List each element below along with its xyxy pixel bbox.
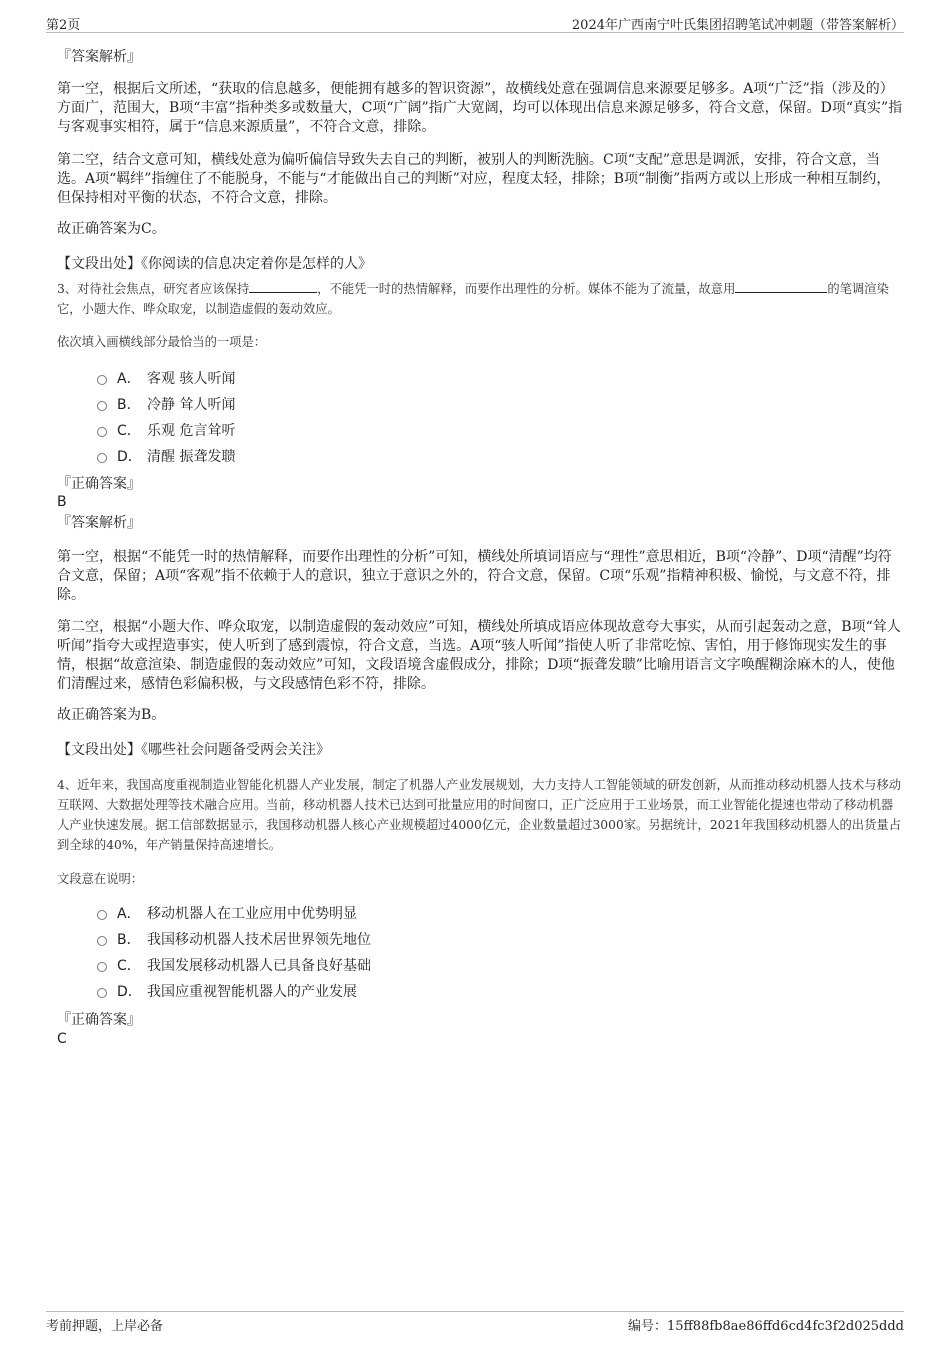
q3-analysis-label: 『答案解析』 (57, 515, 141, 531)
q3-analysis-para2: 第二空，根据“小题大作、哗众取宠，以制造虚假的轰动效应”可知，横线处所填成语应体现故意夸大事实，从而引起轰动之意，B项“耸人听闻”指夸大或捏造事实，使人听到了感到震惊，符合文意，当选。A项“骇人听闻”指使人听了非常吃惊、害怕，用于修饰现实发生的事情，根据“故意渲染、制造虚假的轰动效应”可知，文段语境含虚假成分，排除；D项“振聋发聩”比喻用语言文字唤醒糊涂麻木的人，使他们清醒过来，感情色彩偏积极，与文段感情色彩不符，排除。 (57, 619, 901, 692)
q3-blank-2 (735, 280, 827, 293)
q3-blank-1 (249, 280, 317, 293)
q4-correct-answer: C (57, 1031, 67, 1047)
document-title: 2024年广西南宁叶氏集团招聘笔试冲刺题（带答案解析） (571, 18, 904, 33)
q3-correct-answer: B (57, 494, 67, 510)
page-footer (46, 1311, 904, 1334)
q3-option-a[interactable]: A． 客观 骇人听闻 (97, 365, 235, 391)
q4-prompt: 文段意在说明： (57, 872, 144, 886)
q2-analysis-label: 『答案解析』 (57, 49, 141, 65)
q3-option-b[interactable]: B． 冷静 耸人听闻 (97, 391, 235, 417)
radio-icon[interactable] (97, 453, 107, 463)
radio-icon[interactable] (97, 962, 107, 972)
radio-icon[interactable] (97, 375, 107, 385)
q3-options (97, 365, 235, 469)
radio-icon[interactable] (97, 936, 107, 946)
footer-slogan: 考前押题，上岸必备 (46, 1319, 164, 1334)
q3-correct-label: 『正确答案』 (57, 476, 141, 492)
q4-options (97, 900, 371, 1004)
q4-correct-label: 『正确答案』 (57, 1012, 141, 1028)
q2-source: 【文段出处】《你阅读的信息决定着你是怎样的人》 (57, 256, 372, 272)
q4-option-b[interactable]: B． 我国移动机器人技术居世界领先地位 (97, 926, 371, 952)
q3-prompt: 依次填入画横线部分最恰当的一项是： (57, 335, 267, 349)
q3-option-d[interactable]: D． 清醒 振聋发聩 (97, 443, 235, 469)
q3-source: 【文段出处】《哪些社会问题备受两会关注》 (57, 742, 330, 758)
q3-conclusion: 故正确答案为B。 (57, 707, 166, 723)
q3-stem: 3、对待社会焦点，研究者应该保持 ，不能凭一时的热情解释，而要作出理性的分析。媒体不能为了流量，故意用 的笔调渲染它，小题大作、哗众取宠，以制造虚假的轰动效应。 (57, 282, 889, 316)
radio-icon[interactable] (97, 988, 107, 998)
q4-option-c[interactable]: C． 我国发展移动机器人已具备良好基础 (97, 952, 371, 978)
q4-option-d[interactable]: D． 我国应重视智能机器人的产业发展 (97, 978, 371, 1004)
radio-icon[interactable] (97, 427, 107, 437)
q4-stem: 4、近年来，我国高度重视制造业智能化机器人产业发展，制定了机器人产业发展规划，大力支持人工智能领域的研发创新，从而推动移动机器人技术与移动互联网、大数据处理等技术融合应用。当前，移动机器人技术已达到可批量应用的时间窗口，正广泛应用于工业场景，而工业智能化提速也带动了移动机器人产业快速发展。据工信部数据显示，我国移动机器人核心产业规模超过4000亿元，企业数量超过3000家。另据统计，2021年我国移动机器人的出货量占到全球的40%，年产销量保持高速增长。 (57, 778, 902, 852)
q4-option-a[interactable]: A． 移动机器人在工业应用中优势明显 (97, 900, 371, 926)
q2-analysis-para2: 第二空，结合文意可知，横线处意为偏听偏信导致失去自己的判断，被别人的判断洗脑。C项“支配”意思是调派，安排，符合文意，当选。A项“羁绊”指缠住了不能脱身，不能与“才能做出自己的判断”对应，程度太轻，排除；B项“制衡”指两方或以上形成一种相互制约，但保持相对平衡的状态，不符合文意，排除。 (57, 152, 891, 206)
footer-code: 编号：15ff88fb8ae86ffd6cd4fc3f2d025ddd (628, 1319, 904, 1334)
radio-icon[interactable] (97, 401, 107, 411)
page-header (46, 12, 904, 33)
q2-analysis-para1: 第一空，根据后文所述，“获取的信息越多，便能拥有越多的智识资源”，故横线处意在强调信息来源要足够多。A项“广泛”指（涉及的）方面广，范围大，B项“丰富”指种类多或数量大，C项“广阔”指广大宽阔，均可以体现出信息来源足够多，符合文意，保留。D项“真实”指与客观事实相符，属于“信息来源质量”，不符合文意，排除。 (57, 81, 903, 135)
q3-analysis-para1: 第一空，根据“不能凭一时的热情解释，而要作出理性的分析”可知，横线处所填词语应与“理性”意思相近，B项“冷静”、D项“清醒”均符合文意，保留；A项“客观”指不依赖于人的意识，独立于意识之外的，符合文意，保留。C项“乐观”指精神积极、愉悦，与文意不符，排除。 (57, 549, 892, 603)
page-number: 第2页 (46, 18, 81, 33)
radio-icon[interactable] (97, 910, 107, 920)
q3-option-c[interactable]: C． 乐观 危言耸听 (97, 417, 235, 443)
q2-conclusion: 故正确答案为C。 (57, 221, 166, 237)
